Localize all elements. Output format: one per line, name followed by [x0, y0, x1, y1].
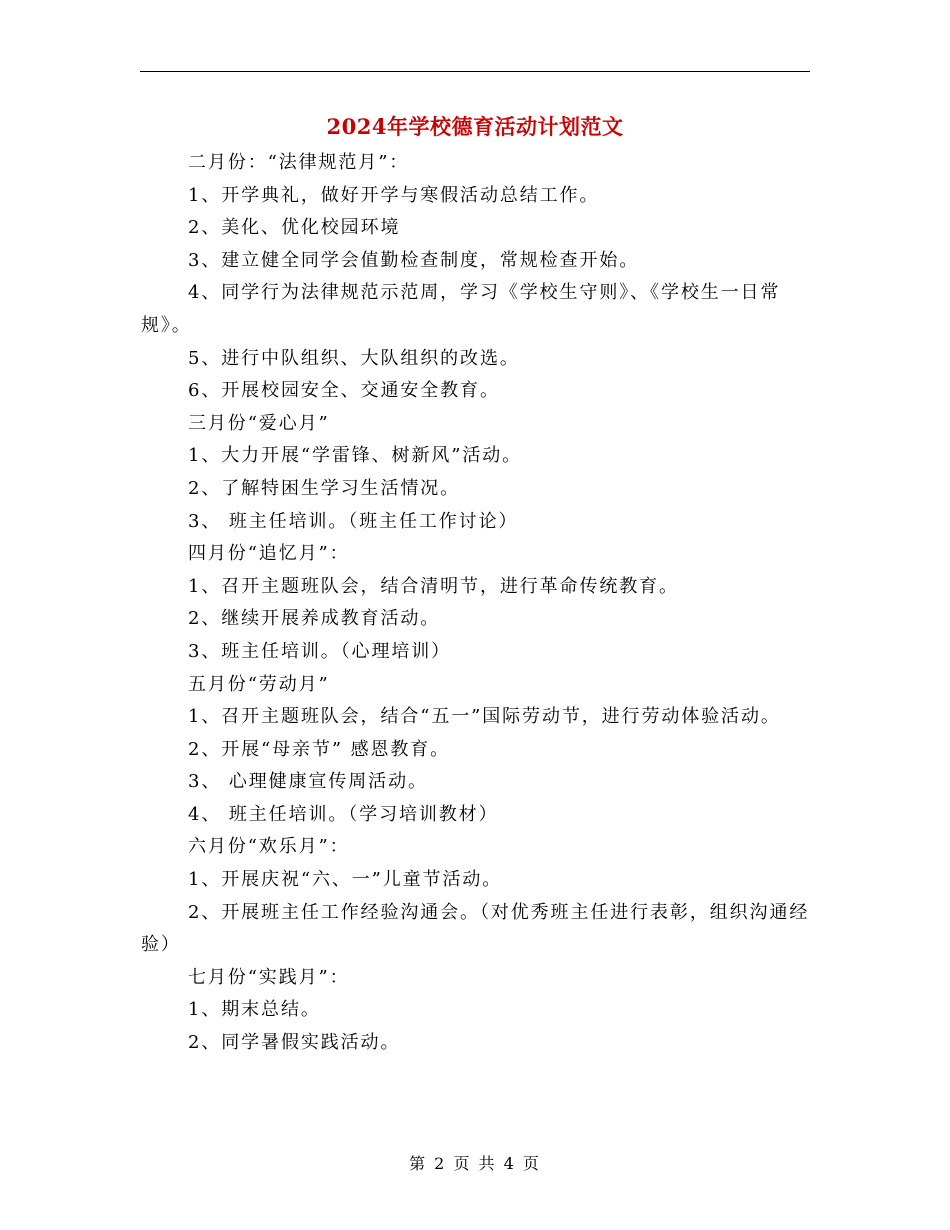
- paragraph-march-heading: 三月份“爱心月”: [188, 412, 330, 434]
- paragraph-item: 5、进行中队组织、大队组织的改选。: [188, 347, 520, 369]
- paragraph-item: 3、建立健全同学会值勤检查制度，常规检查开始。: [188, 249, 640, 271]
- paragraph-april-heading: 四月份“追忆月”：: [188, 543, 350, 565]
- paragraph-item: 4、同学行为法律规范示范周，学习《学校生守则》、《学校生一日常规》。: [141, 282, 781, 336]
- paragraph-june-heading: 六月份“欢乐月”：: [188, 836, 350, 858]
- paragraph-item: 3、 班主任培训。（班主任工作讨论）: [188, 510, 519, 532]
- paragraph-item: 2、美化、优化校园环境: [188, 217, 401, 239]
- paragraph-item: 4、 班主任培训。（学习培训教材）: [188, 803, 499, 825]
- paragraph-item: 1、开学典礼，做好开学与寒假活动总结工作。: [188, 184, 600, 206]
- document-title: 2024年学校德育活动计划范文: [326, 114, 624, 139]
- page-number-footer: 第 2 页 共 4 页: [409, 1154, 541, 1173]
- header-rule: [140, 71, 810, 72]
- paragraph-item: 1、开展庆祝“六、一”儿童节活动。: [188, 869, 503, 891]
- paragraph-may-heading: 五月份“劳动月”: [188, 673, 330, 695]
- paragraph-february-heading: 二月份：“法律规范月”：: [188, 152, 410, 173]
- paragraph-item: 1、大力开展“学雷锋、树新风”活动。: [188, 445, 523, 467]
- paragraph-july-heading: 七月份“实践月”：: [188, 966, 350, 988]
- paragraph-item: 6、开展校园安全、交通安全教育。: [188, 380, 500, 402]
- paragraph-item: 3、 心理健康宣传周活动。: [188, 771, 428, 793]
- paragraph-item: 2、继续开展养成教育活动。: [188, 608, 441, 630]
- paragraph-item: 2、开展班主任工作经验沟通会。（对优秀班主任进行表彰，组织沟通经验）: [141, 901, 810, 956]
- paragraph-item: 2、了解特困生学习生活情况。: [188, 477, 461, 499]
- paragraph-item: 1、期末总结。: [188, 999, 321, 1021]
- paragraph-item: 1、召开主题班队会，结合“五一”国际劳动节，进行劳动体验活动。: [188, 706, 781, 728]
- paragraph-item: 2、同学暑假实践活动。: [188, 1032, 401, 1054]
- paragraph-item: 3、班主任培训。（心理培训）: [188, 640, 452, 662]
- paragraph-item: 2、开展“母亲节” 感恩教育。: [188, 738, 451, 760]
- paragraph-item: 1、召开主题班队会，结合清明节，进行革命传统教育。: [188, 575, 679, 597]
- document-body: [141, 147, 811, 1060]
